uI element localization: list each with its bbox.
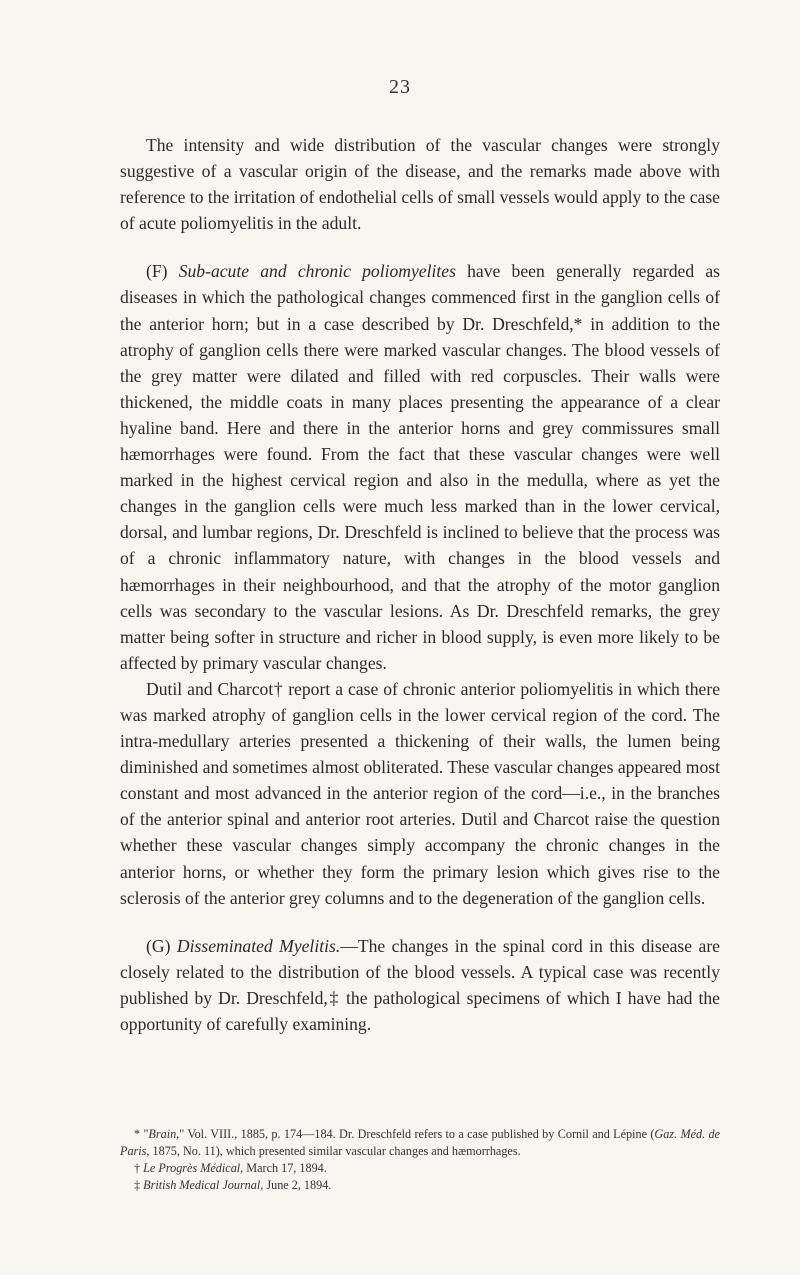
section-heading-disseminated: Disseminated Myelitis. [176, 935, 341, 956]
paragraph-subacute-text: have been generally regarded as diseases in which the pathological changes commenced first in the ganglion cells of the anterior horn; but in a case described by Dr. Dreschfeld,* in addition to the atrophy of ganglion cells there were marked vascular changes. The blood vessels of the grey matter were dilated and filled with red corpuscles. Their walls were thickened, the middle coats in many places presenting the appearance of a clear hyaline band. Here and there in the anterior horns and grey commissures small hæmorrhages were found. From the fact that these vascular changes were well marked in the highest cervical region and also in the medulla, where as yet the changes in the ganglion cells were much less marked than in the lower cervical, dorsal, and lumbar regions, Dr. Dreschfeld is inclined to believe that the process was of a chronic inflammatory nature, with changes in the blood vessels and hæmorrhages in their neighbourhood, and that the atrophy of the motor ganglion cells was secondary to the vascular lesions. As Dr. Dreschfeld remarks, the grey matter being softer in structure and richer in blood supply, is even more likely to be affected by primary vascular changes. [120, 261, 720, 673]
paragraph-subacute-chronic [120, 258, 720, 676]
paragraph-disseminated-myelitis [120, 933, 720, 1037]
body-text [120, 132, 720, 1037]
section-label-f: (F) [146, 261, 179, 282]
footnote-1: * "Brain," Vol. VIII., 1885, p. 174—184. Dr. Dreschfeld refers to a case published by Cornil and Lépine (Gaz. Méd. de Paris, 1875, No. 11), which presented similar vascular changes and hæmorrhages. [120, 1127, 720, 1158]
footnote-3: ‡ British Medical Journal, June 2, 1894. [134, 1178, 332, 1192]
footnote-2: † Le Progrès Médical, March 17, 1894. [134, 1161, 327, 1175]
footnotes [120, 1126, 720, 1194]
paragraph-vascular-origin: The intensity and wide distribution of the vascular changes were strongly suggestive of a vascular origin of the disease, and the remarks made above with reference to the irritation of endothelial cells of small vessels would apply to the case of acute poliomyelitis in the adult. [120, 135, 720, 234]
paragraph-disseminated-text: —The changes in the spinal cord in this disease are closely related to the distribution of the blood vessels. A typical case was recently published by Dr. Dreschfeld,‡ the pathological specimens of which I have had the opportunity of carefully examining. [120, 935, 720, 1034]
section-label-g: (G) [146, 935, 177, 956]
page-number: 23 [389, 76, 411, 98]
section-heading-subacute: Sub-acute and chronic poliomyelites [178, 261, 456, 282]
paragraph-dutil-charcot: Dutil and Charcot† report a case of chronic anterior poliomyelitis in which there was marked atrophy of ganglion cells in the lower cervical region of the cord. The intra-medullary arteries presented a thickening of their walls, the lumen being diminished and sometimes almost obliterated. These vascular changes appeared most constant and most advanced in the anterior region of the cord—i.e., in the branches of the anterior spinal and anterior root arteries. Dutil and Charcot raise the question whether these vascular changes simply accompany the chronic changes in the anterior horns, or whether they form the primary lesion which gives rise to the sclerosis of the anterior grey columns and to the degeneration of the ganglion cells. [120, 678, 720, 908]
